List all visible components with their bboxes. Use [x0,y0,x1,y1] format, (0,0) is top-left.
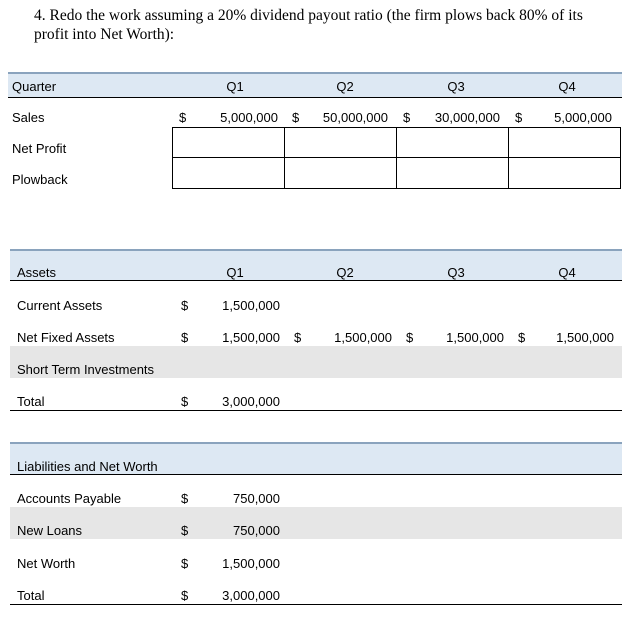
row-label-net-worth: Net Worth [17,556,76,571]
dollar-sign: $ [179,110,187,125]
dollar-sign: $ [292,110,300,125]
net-fixed-assets-q3-value: 1,500,000 [446,330,504,345]
net-profit-q3-input[interactable] [396,127,509,158]
income-col-q1: Q1 [226,79,244,94]
new-loans-q1-value: 750,000 [233,523,280,538]
sales-q3-value: 30,000,000 [434,110,500,125]
income-header-top-border [8,72,622,74]
dollar-sign: $ [515,110,523,125]
assets-col-q4: Q4 [558,265,576,280]
row-label-sales: Sales [12,110,45,125]
dollar-sign: $ [518,330,526,345]
net-fixed-assets-q4-value: 1,500,000 [556,330,614,345]
assets-total-q1-value: 3,000,000 [222,394,280,409]
net-fixed-assets-q2-value: 1,500,000 [334,330,392,345]
net-profit-q4-input[interactable] [508,127,621,158]
assets-col-q2: Q2 [336,265,354,280]
assets-col-q1: Q1 [226,265,244,280]
net-fixed-assets-q1-value: 1,500,000 [222,330,280,345]
row-label-liabilities-total: Total [17,588,45,603]
liabilities-header-top-border [10,442,622,444]
net-profit-q2-input[interactable] [284,127,397,158]
income-col-q3: Q3 [447,79,465,94]
liabilities-header-label: Liabilities and Net Worth [17,459,158,474]
dollar-sign: $ [181,588,189,603]
liabilities-total-q1-value: 3,000,000 [222,588,280,603]
row-label-new-loans: New Loans [17,523,83,538]
dollar-sign: $ [406,330,414,345]
dollar-sign: $ [181,523,189,538]
dollar-sign: $ [294,330,302,345]
plowback-q4-input[interactable] [508,157,621,189]
dollar-sign: $ [181,556,189,571]
row-label-net-profit: Net Profit [12,141,67,156]
assets-header-top-border [10,249,622,251]
question-text: 4. Redo the work assuming a 20% dividend payout ratio (the firm plows back 80% of its profit into Net Worth): [34,7,583,43]
assets-total-underline [10,410,622,411]
row-label-short-term-investments: Short Term Investments [17,362,155,377]
dollar-sign: $ [181,330,189,345]
income-col-q2: Q2 [336,79,354,94]
sales-q4-value: 5,000,000 [554,110,612,125]
current-assets-q1-value: 1,500,000 [222,298,280,313]
row-label-plowback: Plowback [12,172,68,187]
dollar-sign: $ [181,491,189,506]
net-worth-q1-value: 1,500,000 [222,556,280,571]
row-label-current-assets: Current Assets [17,298,103,313]
income-header-label: Quarter [12,79,57,94]
net-profit-q1-input[interactable] [172,127,285,158]
income-col-q4: Q4 [558,79,576,94]
plowback-q2-input[interactable] [284,157,397,189]
plowback-q3-input[interactable] [396,157,509,189]
plowback-q1-input[interactable] [172,157,285,189]
assets-header-label: Assets [17,265,57,280]
row-label-accounts-payable: Accounts Payable [17,491,122,506]
income-header-bottom-border [8,97,622,98]
dollar-sign: $ [181,298,189,313]
new-loans-row-bg [10,507,622,539]
dollar-sign: $ [403,110,411,125]
liabilities-total-underline [10,604,622,605]
accounts-payable-q1-value: 750,000 [233,491,280,506]
row-label-net-fixed-assets: Net Fixed Assets [17,330,115,345]
dollar-sign: $ [181,394,189,409]
sales-q2-value: 50,000,000 [322,110,388,125]
row-label-assets-total: Total [17,394,45,409]
assets-col-q3: Q3 [447,265,465,280]
sales-q1-value: 5,000,000 [220,110,278,125]
